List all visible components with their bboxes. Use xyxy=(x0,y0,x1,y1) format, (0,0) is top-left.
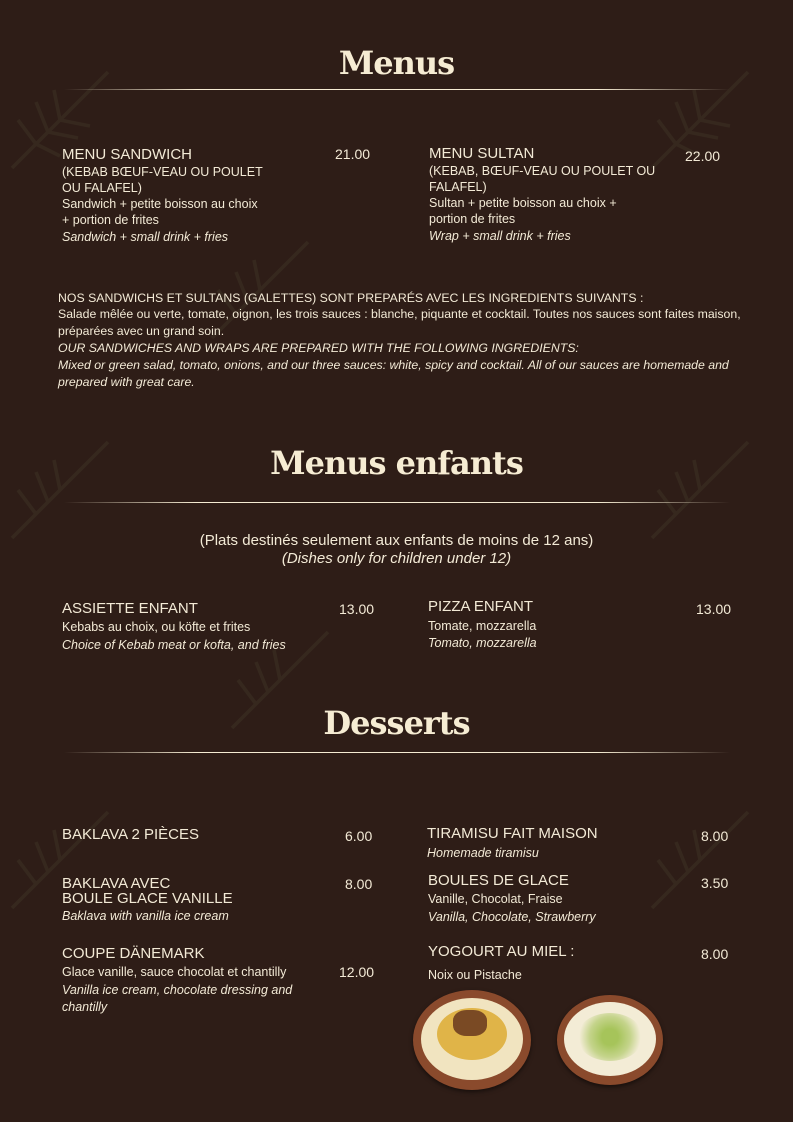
item-desc: Noix ou Pistache xyxy=(428,968,522,982)
ingredients-note-fr: Salade mêlée ou verte, tomate, oignon, les trois sauces : blanche, piquante et cocktail. Toutes nos sauces sont faites maison, préparées avec un grand soin. xyxy=(58,307,741,338)
kids-subtitle-en: (Dishes only for children under 12) xyxy=(281,550,512,567)
item-desc-en: Tomato, mozzarella xyxy=(428,636,537,650)
section-divider xyxy=(64,89,730,90)
item-price: 8.00 xyxy=(701,828,729,844)
item-name: MENU SANDWICH xyxy=(62,146,192,163)
item-price: 8.00 xyxy=(701,946,729,962)
item-name: BAKLAVA 2 PIÈCES xyxy=(62,826,200,843)
ingredients-note-en-heading: OUR SANDWICHES AND WRAPS ARE PREPARED WITH THE FOLLOWING INGREDIENTS: xyxy=(58,341,579,355)
item-desc: + portion de frites xyxy=(62,213,159,227)
item-name: BOULE GLACE VANILLE xyxy=(62,890,233,907)
item-desc-en: Vanilla ice cream, chocolate dressing and xyxy=(62,983,293,997)
item-desc: Tomate, mozzarella xyxy=(428,619,537,633)
item-desc: Vanille, Chocolat, Fraise xyxy=(428,892,563,906)
item-name: MENU SULTAN xyxy=(429,145,535,162)
item-desc-en: Homemade tiramisu xyxy=(427,846,539,860)
item-name: BAKLAVA AVEC xyxy=(62,875,171,892)
kids-subtitle-fr: (Plats destinés seulement aux enfants de moins de 12 ans) xyxy=(199,532,594,549)
item-name: ASSIETTE ENFANT xyxy=(62,600,198,617)
item-price: 8.00 xyxy=(345,876,373,892)
item-name: YOGOURT AU MIEL : xyxy=(428,943,575,960)
item-desc: Kebabs au choix, ou köfte et frites xyxy=(62,620,251,634)
palm-leaf-icon xyxy=(640,800,760,920)
item-desc: Glace vanille, sauce chocolat et chantilly xyxy=(62,965,287,979)
honey-walnut-yogurt-photo xyxy=(413,990,531,1090)
item-desc-en: Choice of Kebab meat or kofta, and fries xyxy=(62,638,286,652)
item-price: 13.00 xyxy=(696,601,732,617)
item-desc: (KEBAB, BŒUF-VEAU OU POULET OU xyxy=(429,164,656,178)
item-desc: FALAFEL) xyxy=(429,180,487,194)
ingredients-note-en: Mixed or green salad, tomato, onions, and our three sauces: white, spicy and cocktail. All of our sauces are homemade and prepared with great care. xyxy=(58,358,729,389)
item-desc: OU FALAFEL) xyxy=(62,181,142,195)
item-desc-en: Wrap + small drink + fries xyxy=(429,229,571,243)
item-name: BOULES DE GLACE xyxy=(428,872,569,889)
ingredients-note-fr-heading: NOS SANDWICHS ET SULTANS (GALETTES) SONT PREPARÉS AVEC LES INGREDIENTS SUIVANTS : xyxy=(58,291,644,305)
item-price: 12.00 xyxy=(339,964,375,980)
item-name: PIZZA ENFANT xyxy=(428,598,534,615)
item-price: 21.00 xyxy=(335,146,371,162)
item-name: COUPE DÄNEMARK xyxy=(62,945,205,962)
section-divider xyxy=(64,502,730,503)
item-desc-en: Baklava with vanilla ice cream xyxy=(62,909,229,923)
section-title-kids: Menus enfants xyxy=(270,444,523,482)
item-price: 22.00 xyxy=(685,148,721,164)
section-title-menus: Menus xyxy=(338,44,455,82)
item-price: 3.50 xyxy=(701,875,729,891)
item-desc-en: Sandwich + small drink + fries xyxy=(62,230,229,244)
item-price: 13.00 xyxy=(339,601,375,617)
section-divider xyxy=(64,752,730,753)
item-desc-en: Vanilla, Chocolate, Strawberry xyxy=(428,910,596,924)
item-desc: Sultan + petite boisson au choix + xyxy=(429,196,617,210)
pistachio-yogurt-photo xyxy=(557,995,663,1085)
item-price: 6.00 xyxy=(345,828,373,844)
item-desc: (KEBAB BŒUF-VEAU OU POULET xyxy=(62,165,263,179)
item-desc-en: chantilly xyxy=(62,1000,108,1014)
item-name: TIRAMISU FAIT MAISON xyxy=(427,825,598,842)
item-desc: Sandwich + petite boisson au choix xyxy=(62,197,258,211)
item-desc: portion de frites xyxy=(429,212,516,226)
section-title-desserts: Desserts xyxy=(323,704,470,742)
